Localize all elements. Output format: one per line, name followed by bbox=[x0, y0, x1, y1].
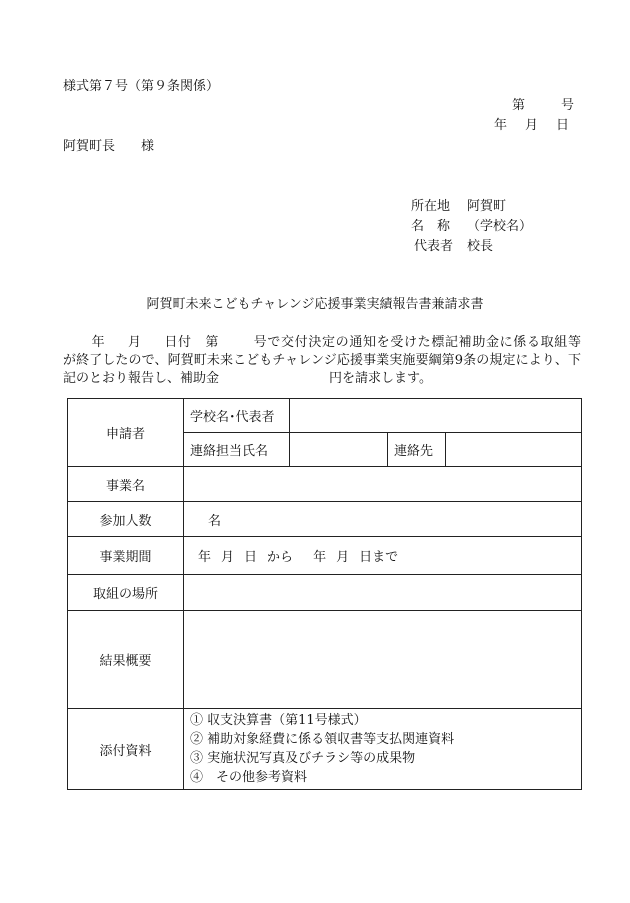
name-value: （学校名） bbox=[467, 219, 533, 234]
contact-label: 連絡先 bbox=[388, 433, 446, 467]
address-value: 阿賀町 bbox=[467, 199, 507, 214]
school-rep-field[interactable] bbox=[290, 399, 582, 433]
contact-person-field[interactable] bbox=[290, 433, 388, 467]
applicant-rep-row bbox=[411, 237, 532, 257]
document-number bbox=[512, 98, 574, 114]
rep-value: 校長 bbox=[467, 239, 494, 254]
table-row bbox=[68, 502, 582, 537]
attachments-list bbox=[184, 709, 582, 790]
table-row bbox=[68, 575, 582, 611]
period-label: 事業期間 bbox=[68, 537, 184, 575]
applicant-name-row bbox=[411, 217, 532, 237]
applicant-address-row bbox=[411, 197, 532, 217]
addressee bbox=[63, 139, 154, 155]
project-name-field[interactable] bbox=[184, 467, 582, 502]
rep-label: 代表者 bbox=[414, 239, 454, 254]
table-row bbox=[68, 399, 582, 433]
attachments-label: 添付資料 bbox=[68, 709, 184, 790]
applicant-block bbox=[411, 197, 532, 257]
contact-person-label: 連絡担当氏名 bbox=[184, 433, 290, 467]
addressee-name: 阿賀町長 bbox=[63, 139, 116, 154]
attachment-item: ③ 実施状況写真及びチラシ等の成果物 bbox=[190, 751, 416, 766]
name-label: 名 称 bbox=[411, 219, 451, 234]
school-rep-label: 学校名･代表者 bbox=[184, 399, 290, 433]
location-label: 取組の場所 bbox=[68, 575, 184, 611]
table-row bbox=[68, 467, 582, 502]
document-title: 阿賀町未来こどもチャレンジ応援事業実績報告書兼請求書 bbox=[146, 297, 484, 312]
participants-unit: 名 bbox=[208, 513, 222, 529]
date-month: 月 bbox=[525, 118, 539, 133]
date-day: 日 bbox=[556, 118, 570, 133]
attachment-item: ② 補助対象経費に係る領収書等支払関連資料 bbox=[190, 732, 455, 747]
applicant-label: 申請者 bbox=[68, 399, 184, 467]
period-field[interactable]: 年 月 日 から 年 月 日まで bbox=[184, 537, 582, 575]
report-table bbox=[67, 398, 582, 790]
document-date bbox=[494, 118, 569, 134]
contact-field[interactable] bbox=[446, 433, 582, 467]
table-row bbox=[68, 709, 582, 790]
addressee-honorific: 様 bbox=[141, 139, 155, 154]
date-year: 年 bbox=[494, 118, 508, 133]
table-row bbox=[68, 611, 582, 709]
body-paragraph bbox=[63, 334, 581, 388]
form-label: 様式第７号（第９条関係） bbox=[63, 79, 220, 94]
table-row bbox=[68, 537, 582, 575]
participants-field[interactable] bbox=[184, 502, 582, 537]
location-field[interactable] bbox=[184, 575, 582, 611]
body-line-2: が終了したので、阿賀町未来こどもチャレンジ応援事業実施要綱第9条の規定により、下 bbox=[63, 353, 581, 368]
number-prefix: 第 bbox=[512, 98, 526, 113]
number-suffix: 号 bbox=[561, 98, 575, 113]
attachment-item: ④ その他参考資料 bbox=[190, 770, 308, 785]
participants-label: 参加人数 bbox=[68, 502, 184, 537]
summary-label: 結果概要 bbox=[68, 611, 184, 709]
body-line-3: 記のとおり報告し、補助金 円を請求します。 bbox=[63, 371, 432, 386]
summary-field[interactable] bbox=[184, 611, 582, 709]
address-label: 所在地 bbox=[411, 199, 451, 214]
project-name-label: 事業名 bbox=[68, 467, 184, 502]
attachment-item: ① 収支決算書（第11号様式） bbox=[190, 713, 367, 728]
body-line-1: 年 月 日付 第 号で交付決定の通知を受けた標記補助金に係る取組等 bbox=[91, 335, 581, 350]
